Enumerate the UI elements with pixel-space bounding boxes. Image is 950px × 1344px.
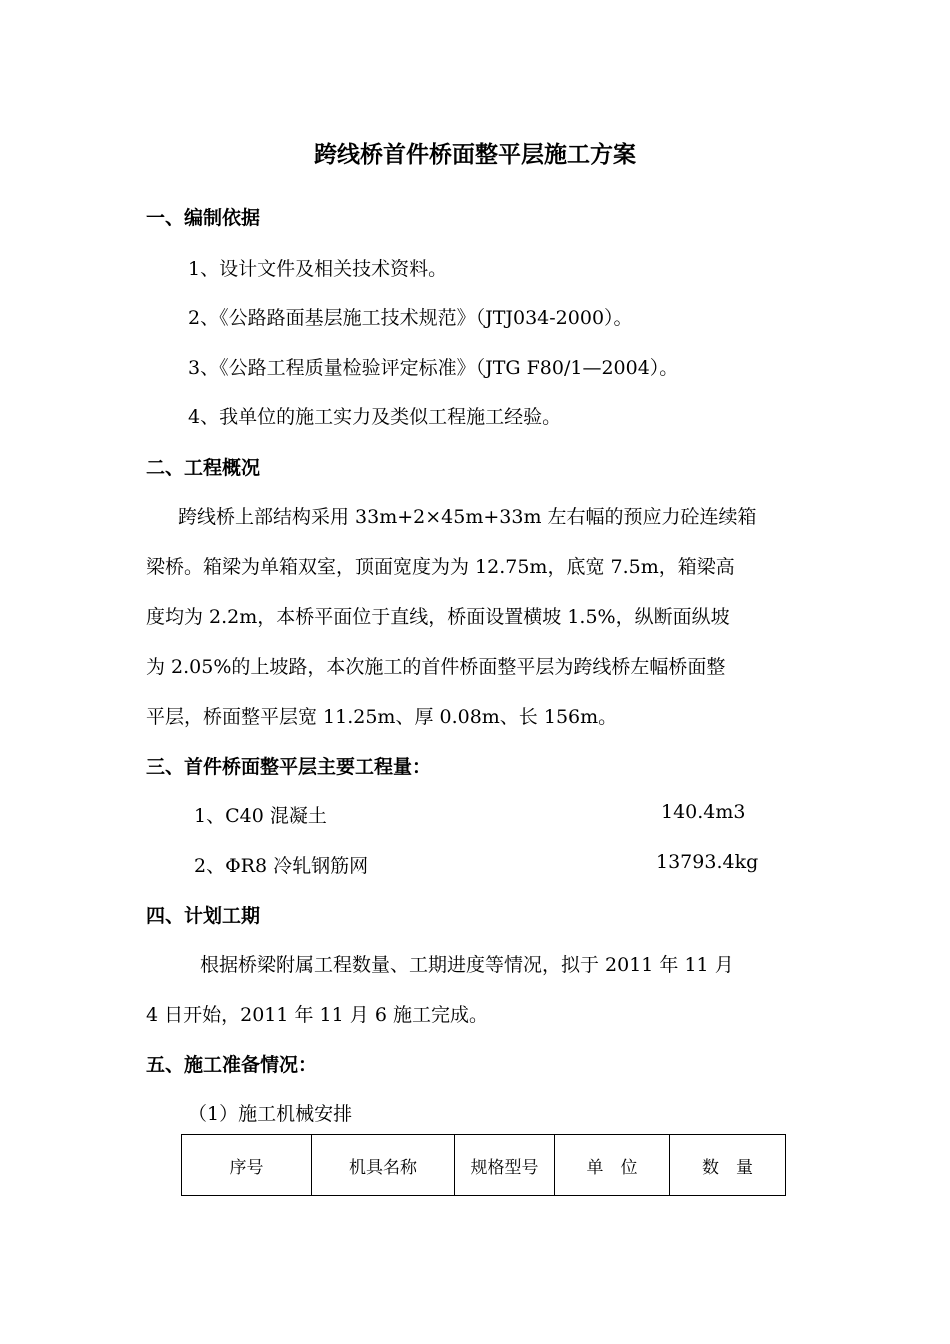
section-heading-schedule: 四、计划工期 — [146, 905, 261, 927]
quantity-value-rebar: 13793.4kg — [656, 851, 759, 873]
schedule-line-1: 根据桥梁附属工程数量、工期进度等情况，拟于 2011 年 11 月 — [200, 954, 734, 976]
quantity-name-concrete: 1、C40 混凝土 — [194, 805, 327, 827]
quantity-value-concrete: 140.4m3 — [661, 801, 746, 823]
basis-item-4: 4、我单位的施工实力及类似工程施工经验。 — [188, 406, 562, 428]
header-equipment-name: 机具名称 — [312, 1135, 455, 1196]
table-header-row — [182, 1135, 786, 1196]
header-quantity: 数 量 — [670, 1135, 786, 1196]
basis-item-2: 2、《公路路面基层施工技术规范》（JTJ034-2000）。 — [188, 307, 633, 329]
overview-line-2: 梁桥。箱梁为单箱双室，顶面宽度为为 12.75m，底宽 7.5m，箱梁高 — [146, 556, 735, 578]
section-heading-basis: 一、编制依据 — [146, 207, 261, 229]
quantity-name-rebar: 2、ΦR8 冷轧钢筋网 — [194, 855, 369, 877]
header-model: 规格型号 — [455, 1135, 555, 1196]
machinery-subheading: （1）施工机械安排 — [188, 1103, 353, 1125]
section-heading-preparation: 五、施工准备情况： — [146, 1054, 318, 1076]
overview-line-4: 为 2.05%的上坡路，本次施工的首件桥面整平层为跨线桥左幅桥面整 — [146, 656, 726, 678]
schedule-line-2: 4 日开始，2011 年 11 月 6 施工完成。 — [146, 1004, 488, 1026]
overview-line-3: 度均为 2.2m，本桥平面位于直线，桥面设置横坡 1.5%，纵断面纵坡 — [146, 606, 730, 628]
section-heading-quantities: 三、首件桥面整平层主要工程量： — [146, 756, 432, 778]
overview-line-1: 跨线桥上部结构采用 33m+2×45m+33m 左右幅的预应力砼连续箱 — [178, 506, 757, 528]
machinery-table — [181, 1134, 786, 1196]
section-heading-overview: 二、工程概况 — [146, 457, 261, 479]
header-unit: 单 位 — [555, 1135, 670, 1196]
basis-item-1: 1、设计文件及相关技术资料。 — [188, 258, 448, 280]
overview-line-5: 平层，桥面整平层宽 11.25m、厚 0.08m、长 156m。 — [146, 706, 618, 728]
basis-item-3: 3、《公路工程质量检验评定标准》（JTG F80/1—2004）。 — [188, 357, 679, 379]
document-title: 跨线桥首件桥面整平层施工方案 — [314, 142, 636, 168]
header-serial: 序号 — [182, 1135, 312, 1196]
